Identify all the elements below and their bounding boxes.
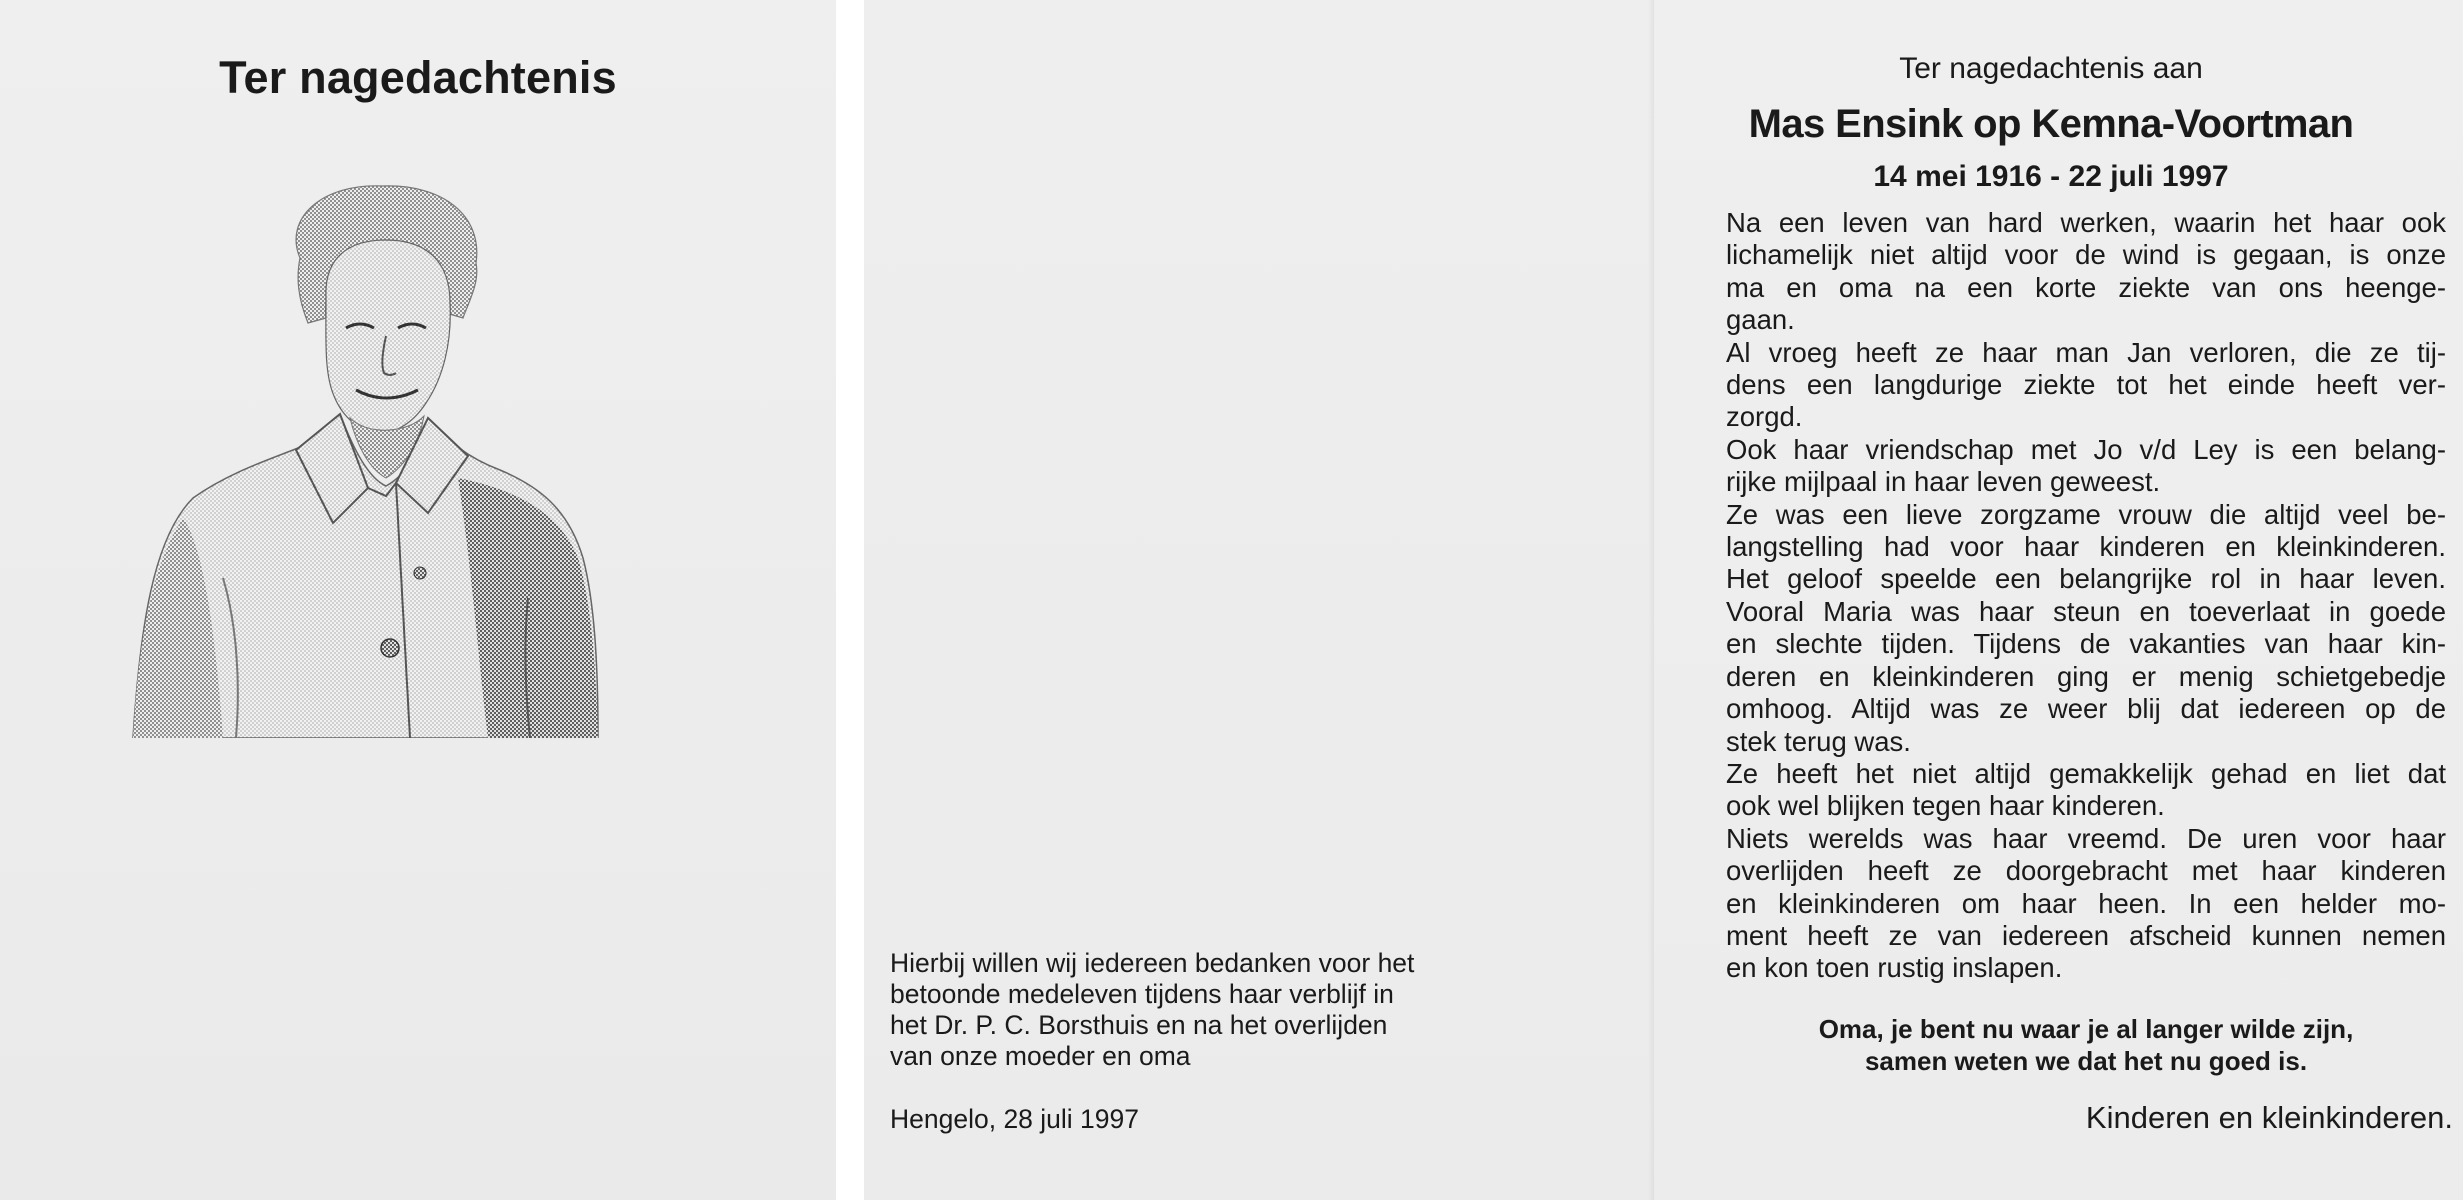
quote-line: samen weten we dat het nu goed is. — [1864, 1046, 2308, 1076]
front-card-panel — [0, 0, 836, 1200]
memorial-line: Niets werelds was haar vreemd. De uren voor haar — [1726, 822, 2446, 854]
memorial-line: en slechte tijden. Tijdens de vakanties van haar kin- — [1726, 628, 2446, 660]
memorial-line: Ze heeft het niet altijd gemakkelijk gehad en liet dat — [1726, 757, 2446, 789]
memorial-line: ook wel blijken tegen haar kinderen. — [1726, 790, 2165, 822]
memorial-line: Na een leven van hard werken, waarin het haar ook — [1726, 207, 2446, 238]
memorial-line: Ze was een lieve zorgzame vrouw die altijd veel be- — [1726, 498, 2446, 530]
memorial-line: ment heeft ze van iedereen afscheid kunnen nemen — [1726, 919, 2446, 951]
memorial-line: omhoog. Altijd was ze weer blij dat iedereen op de — [1726, 693, 2446, 725]
memorial-line: stek terug was. — [1726, 725, 1911, 757]
memorial-line: dens een langdurige ziekte tot het einde heeft ver- — [1726, 369, 2446, 401]
memorial-intro: Ter nagedachtenis aan — [1899, 52, 2203, 85]
memorial-line: overlijden heeft ze doorgebracht met haar kinderen — [1726, 855, 2446, 887]
memorial-text — [1726, 207, 2446, 985]
life-dates: 14 mei 1916 - 22 juli 1997 — [1873, 160, 2229, 193]
inner-right-panel — [1654, 0, 2463, 1200]
memorial-line: langstelling had voor haar kinderen en kleinkinderen. — [1726, 531, 2446, 563]
memorial-line: lichamelijk niet altijd voor de wind is gegaan, is onze — [1726, 239, 2446, 271]
memorial-line: zorgd. — [1726, 401, 1803, 433]
quote-line: Oma, je bent nu waar je al langer wilde zijn, — [1818, 1014, 2354, 1044]
memorial-line: Ook haar vriendschap met Jo v/d Ley is een belang- — [1726, 433, 2446, 465]
memorial-line: ma en oma na een korte ziekte van ons heenge- — [1726, 271, 2446, 303]
memorial-line: en kon toen rustig inslapen. — [1726, 952, 2063, 984]
acknowledgement-line: betoonde medeleven tijdens haar verblijf in — [890, 979, 1394, 1009]
card-title: Ter nagedachtenis — [219, 52, 617, 103]
deceased-name: Mas Ensink op Kemna-Voortman — [1748, 102, 2354, 146]
memorial-line: deren en kleinkinderen ging er menig schietgebedje — [1726, 660, 2446, 692]
acknowledgement-line: het Dr. P. C. Borsthuis en na het overlijden — [890, 1010, 1388, 1040]
portrait-photo — [128, 178, 678, 738]
memorial-line: Al vroeg heeft ze haar man Jan verloren, die ze tij- — [1726, 336, 2446, 368]
memorial-line: rijke mijlpaal in haar leven geweest. — [1726, 466, 2161, 498]
acknowledgement-line: Hierbij willen wij iedereen bedanken voor het — [890, 948, 1415, 978]
closing-quote — [1726, 1013, 2446, 1077]
signature: Kinderen en kleinkinderen. — [2085, 1100, 2453, 1135]
acknowledgement-text — [890, 948, 1570, 1072]
memorial-line: Vooral Maria was haar steun en toeverlaat in goede — [1726, 595, 2446, 627]
acknowledgement-line: van onze moeder en oma — [890, 1041, 1191, 1071]
memorial-line: en kleinkinderen om haar heen. In een helder mo- — [1726, 887, 2446, 919]
inner-left-panel — [864, 0, 1654, 1200]
memorial-line: Het geloof speelde een belangrijke rol in haar leven. — [1726, 563, 2446, 595]
place-date: Hengelo, 28 juli 1997 — [890, 1104, 1139, 1134]
memorial-line: gaan. — [1726, 304, 1795, 336]
